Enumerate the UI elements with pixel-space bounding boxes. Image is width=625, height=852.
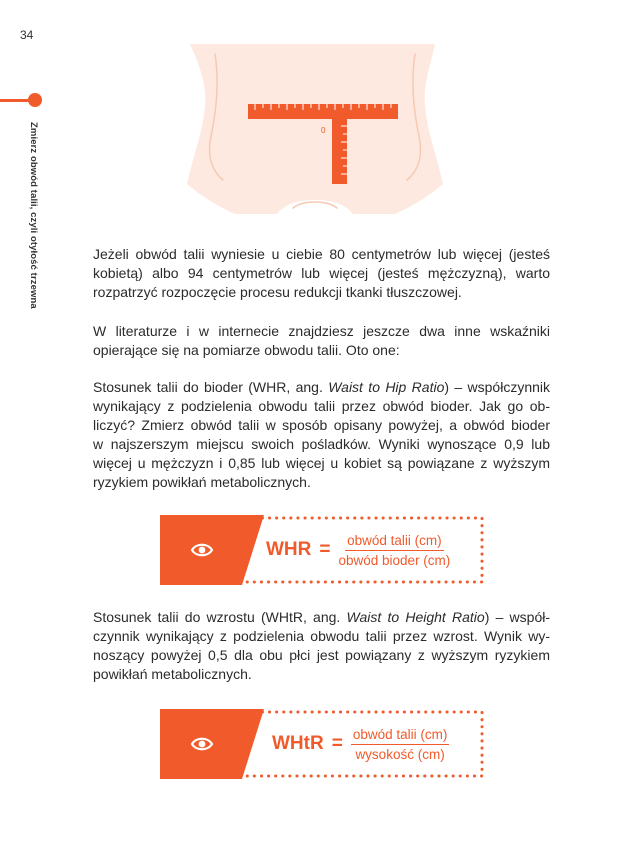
text-line: czynnik wynikający z podzielenia obwodu talii przez wzrost. Wynik wy- (93, 628, 550, 644)
fraction (339, 533, 451, 568)
whr-formula-box (160, 515, 485, 585)
text-line: Stosunek talii do wzrostu (WHtR, ang. Waist to Height Ratio) – współ- (93, 609, 551, 625)
text-line: kobietą) albo 94 centymetrów lub więcej (jesteś mężczyzną), warto (93, 265, 550, 281)
formula-name: WHR (266, 539, 312, 560)
equals-sign: = (331, 733, 343, 754)
text-line: powikłań metabolicznych. (93, 666, 252, 682)
waist-measuring-tape-illustration (185, 44, 445, 218)
equals-sign: = (319, 539, 331, 560)
text-line: wynikający z podzielenia obwodu talii przez obwód bioder. Jak go ob- (93, 398, 550, 414)
fraction (351, 727, 450, 762)
tape-zero-label: 0 (321, 126, 326, 135)
numerator: obwód talii (cm) (345, 533, 444, 551)
text-line: opierające się na pomiarze obwodu talii. Oto one: (93, 342, 400, 358)
formula-name: WHtR (272, 733, 324, 754)
paragraph-waist-thresholds (93, 245, 550, 302)
section-title-vertical: Zmierz obwód talii, czyli otyłość trzewna (28, 122, 39, 309)
eye-icon (190, 733, 214, 755)
paragraph-whr (93, 378, 550, 492)
section-marker-dot (28, 93, 42, 107)
denominator: obwód bioder (cm) (338, 552, 451, 568)
whtr-formula-box (160, 709, 485, 779)
text-line: Jeżeli obwód talii wyniesie u ciebie 80 centymetrów lub więcej (jesteś (93, 246, 550, 262)
whtr-formula (272, 709, 449, 779)
page-number: 34 (20, 28, 34, 42)
whr-formula (266, 515, 450, 585)
text-line: Stosunek talii do bioder (WHR, ang. Waist to Hip Ratio) – współczynnik (93, 379, 550, 395)
text-line: noszący powyżej 0,5 dla obu płci jest powiązany z wyższym ryzykiem (93, 647, 550, 663)
text-line: rozpatrzyć rozpoczęcie procesu redukcji tkanki tłuszczowej. (93, 284, 462, 300)
text-line: w najszerszym miejscu swoich pośladków. Wyniki wynoszące 0,9 lub (93, 436, 550, 452)
paragraph-other-indicators (93, 322, 550, 360)
text-line: ryzykiem powikłań metabolicznych. (93, 474, 311, 490)
text-line: więcej u mężczyzn i 0,85 lub więcej u kobiet są powiązane z wyższym (93, 455, 550, 471)
text-line: W literaturze i w internecie znajdziesz jeszcze dwa inne wskaźniki (93, 323, 550, 339)
paragraph-whtr (93, 608, 550, 684)
denominator: wysokość (cm) (355, 746, 445, 762)
numerator: obwód talii (cm) (351, 727, 450, 745)
text-line: liczyć? Zmierz obwód talii w sposób opisany powyżej, a obwód bioder (93, 417, 550, 433)
eye-icon (190, 539, 214, 561)
